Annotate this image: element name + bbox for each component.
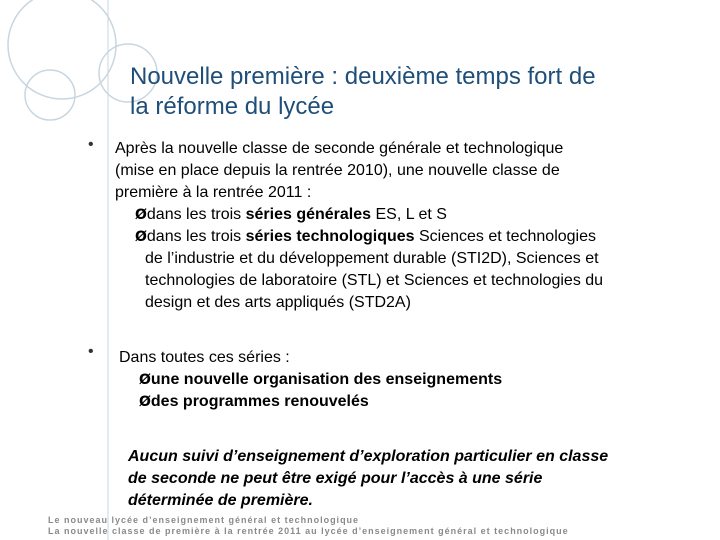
note-line-1: Aucun suivi d’enseignement d’exploration particulier en classe: [128, 448, 609, 465]
sub2-line-2: de l’industrie et du développement durable (STI2D), Sciences et: [145, 250, 599, 267]
bullet2-sub2: des programmes renouvelés: [150, 393, 369, 410]
bullet2-sub1: une nouvelle organisation des enseignements: [150, 371, 503, 388]
bullet1-line-2: (mise en place depuis la rentrée 2010), une nouvelle classe de: [115, 162, 560, 179]
bullet-dot-2: •: [88, 343, 94, 360]
bullet2-line-1: Dans toutes ces séries :: [119, 349, 290, 366]
note-block: [128, 446, 688, 512]
bullet-dot-1: •: [88, 136, 94, 153]
arrow-icon: Ø: [135, 207, 147, 223]
bullet-block-2: [119, 347, 709, 413]
title-line-2: la réforme du lycée: [130, 93, 335, 120]
footer-line-2: La nouvelle classe de première à la rentrée 2011 au lycée d’enseignement général et technologique: [48, 526, 569, 536]
bullet1-line-3: première à la rentrée 2011 :: [115, 184, 312, 201]
sub1-pre: dans les trois: [146, 206, 246, 223]
sub2-post: Sciences et technologies: [414, 228, 597, 245]
arrow-icon: Ø: [139, 394, 151, 410]
sub-item-general-series: [115, 204, 715, 226]
sub2-pre: dans les trois: [146, 228, 246, 245]
sub-item-programmes: [119, 391, 709, 413]
sub-item-techno-series: [115, 226, 715, 248]
arrow-icon: Ø: [135, 229, 147, 245]
small-circle-left: [25, 70, 75, 120]
sub1-bold: séries générales: [245, 206, 372, 223]
title-line-1: Nouvelle première : deuxième temps fort de: [130, 63, 596, 90]
arrow-icon: Ø: [139, 372, 151, 388]
slide-title: [130, 62, 720, 122]
sub2-line-4: design et des arts appliqués (STD2A): [145, 294, 411, 311]
bullet1-line-1: Après la nouvelle classe de seconde générale et technologique: [115, 140, 564, 157]
sub1-post: ES, L et S: [371, 206, 447, 223]
footer-line-1: Le nouveau lycée d’enseignement général et technologique: [48, 515, 360, 525]
note-line-3: déterminée de première.: [128, 492, 313, 509]
large-circle: [8, 0, 116, 99]
bullet-block-1: [115, 138, 715, 314]
sub2-line-3: technologies de laboratoire (STL) et Sciences et technologies du: [145, 272, 604, 289]
note-line-2: de seconde ne peut être exigé pour l’accès à une série: [128, 470, 543, 487]
sub-item-organisation: [119, 369, 709, 391]
sub2-bold: séries technologiques: [245, 228, 415, 245]
